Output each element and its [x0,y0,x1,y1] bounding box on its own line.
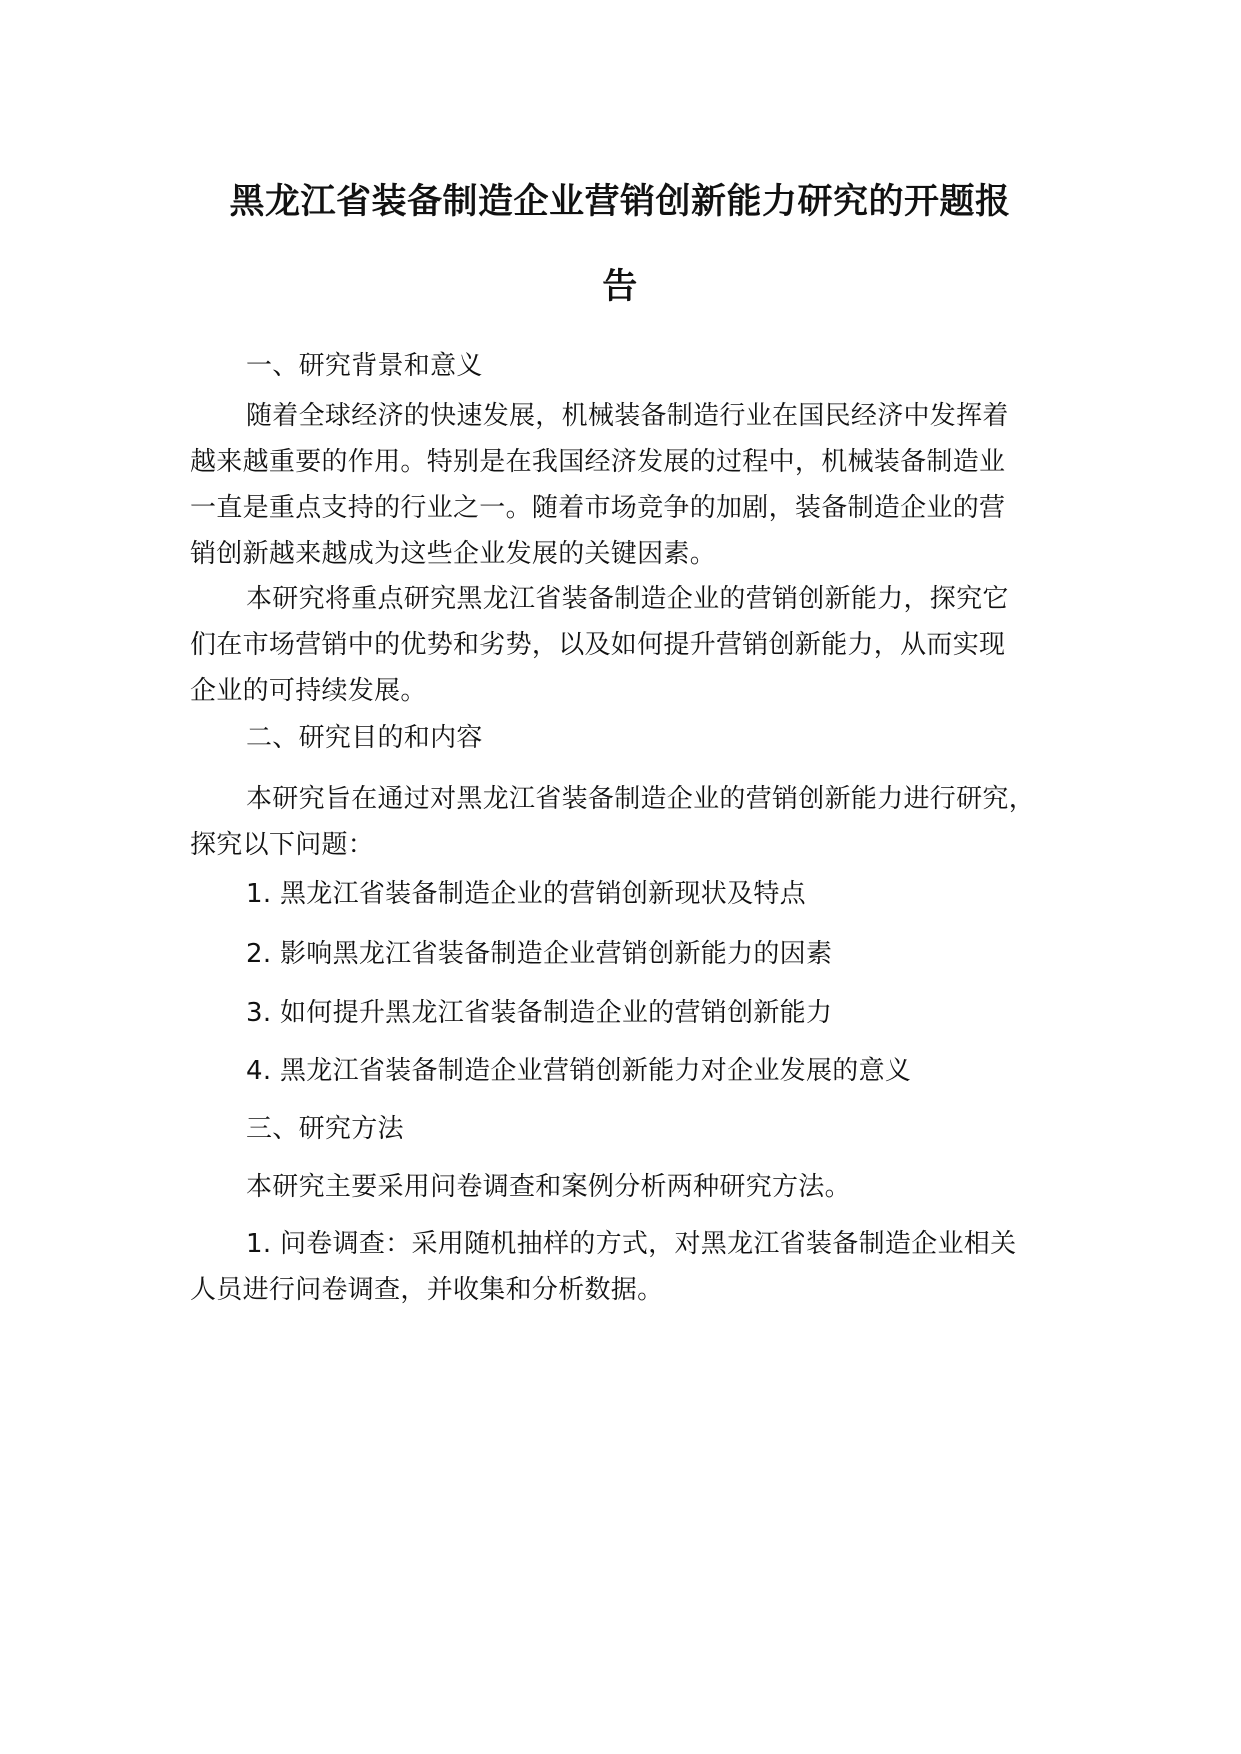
list-item-2: 2. 影响黑龙江省装备制造企业营销创新能力的因素 [246,939,833,969]
paragraph-line: 们在市场营销中的优势和劣势，以及如何提升营销创新能力，从而实现 [190,630,1006,660]
paragraph-line: 企业的可持续发展。 [190,676,427,706]
section-3-heading: 三、研究方法 [246,1114,404,1144]
list-item-3: 3. 如何提升黑龙江省装备制造企业的营销创新能力 [246,998,833,1028]
paragraph-purpose [190,776,1080,868]
paragraph-line: 越来越重要的作用。特别是在我国经济发展的过程中，机械装备制造业 [190,447,1006,477]
paragraph-line: 1. 问卷调查：采用随机抽样的方式，对黑龙江省装备制造企业相关 [246,1229,1017,1259]
paragraph-line: 一直是重点支持的行业之一。随着市场竞争的加剧，装备制造企业的营 [190,493,1006,523]
section-1-heading: 一、研究背景和意义 [246,351,483,381]
paragraph-line: 本研究将重点研究黑龙江省装备制造企业的营销创新能力，探究它 [246,584,1009,614]
paragraph-line: 探究以下问题： [190,830,375,860]
list-item-4: 4. 黑龙江省装备制造企业营销创新能力对企业发展的意义 [246,1056,912,1086]
paragraph-line: 随着全球经济的快速发展，机械装备制造行业在国民经济中发挥着 [246,401,1009,431]
paragraph-line: 销创新越来越成为这些企业发展的关键因素。 [190,539,717,569]
section-2-heading: 二、研究目的和内容 [246,723,483,753]
paragraph-line: 人员进行问卷调查，并收集和分析数据。 [190,1275,664,1305]
list-item-1: 1. 黑龙江省装备制造企业的营销创新现状及特点 [246,879,806,909]
paragraph-questionnaire [190,1221,1080,1313]
paragraph-methods: 本研究主要采用问卷调查和案例分析两种研究方法。 [246,1172,851,1202]
document-title-line-1: 黑龙江省装备制造企业营销创新能力研究的开题报 [229,182,1011,222]
paragraph-background [190,393,1080,577]
document-title-line-2: 告 [602,267,638,307]
paragraph-significance [190,576,1080,714]
paragraph-line: 本研究旨在通过对黑龙江省装备制造企业的营销创新能力进行研究， [246,784,1036,814]
